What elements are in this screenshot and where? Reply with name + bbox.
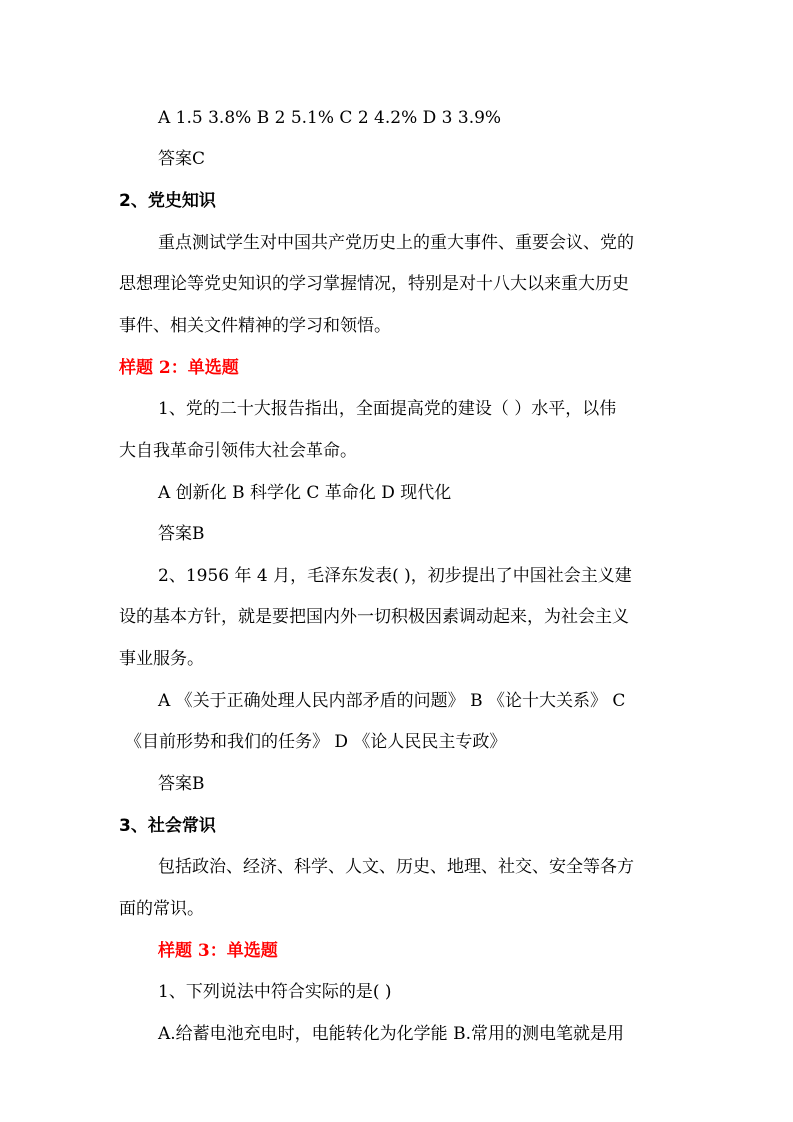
- question-2-text-line-3: 事业服务。: [119, 649, 204, 669]
- question-1-options: A 创新化 B 科学化 C 革命化 D 现代化: [158, 483, 452, 503]
- section-heading-social-knowledge: 3、社会常识: [119, 816, 216, 836]
- question-2-text-line-2: 设的基本方针，就是要把国内外一切积极因素调动起来，为社会主义: [119, 607, 629, 627]
- question-2-options-line-2: 《目前形势和我们的任务》 D 《论人民民主专政》: [125, 732, 507, 752]
- question-3-options-line-1: A.给蓄电池充电时，电能转化为化学能 B.常用的测电笔就是用: [158, 1024, 624, 1044]
- question-2-text-line-1: 2、1956 年 4 月，毛泽东发表( )，初步提出了中国社会主义建: [158, 566, 632, 586]
- question-2-answer: 答案B: [158, 774, 205, 794]
- social-description-line-2: 面的常识。: [119, 899, 204, 919]
- question-1-text-line-1: 1、党的二十大报告指出，全面提高党的建设（ ）水平，以伟: [158, 399, 617, 419]
- question-3-text: 1、下列说法中符合实际的是( ): [158, 982, 392, 1002]
- sample-question-2-heading: 样题 2：单选题: [119, 358, 239, 378]
- section-description-line-3: 事件、相关文件精神的学习和领悟。: [119, 316, 391, 336]
- question-1-text-line-2: 大自我革命引领伟大社会革命。: [119, 441, 357, 461]
- section-description-line-2: 思想理论等党史知识的学习掌握情况，特别是对十八大以来重大历史: [119, 274, 629, 294]
- previous-question-options: A 1.5 3.8% B 2 5.1% C 2 4.2% D 3 3.9%: [158, 108, 502, 128]
- social-description-line-1: 包括政治、经济、科学、人文、历史、地理、社交、安全等各方: [158, 857, 634, 877]
- sample-question-3-heading: 样题 3：单选题: [158, 941, 278, 961]
- previous-answer: 答案C: [158, 149, 206, 169]
- question-1-answer: 答案B: [158, 524, 205, 544]
- section-description-line-1: 重点测试学生对中国共产党历史上的重大事件、重要会议、党的: [158, 233, 634, 253]
- section-heading-party-history: 2、党史知识: [119, 191, 216, 211]
- question-2-options-line-1: A 《关于正确处理人民内部矛盾的问题》 B 《论十大关系》 C: [158, 691, 626, 711]
